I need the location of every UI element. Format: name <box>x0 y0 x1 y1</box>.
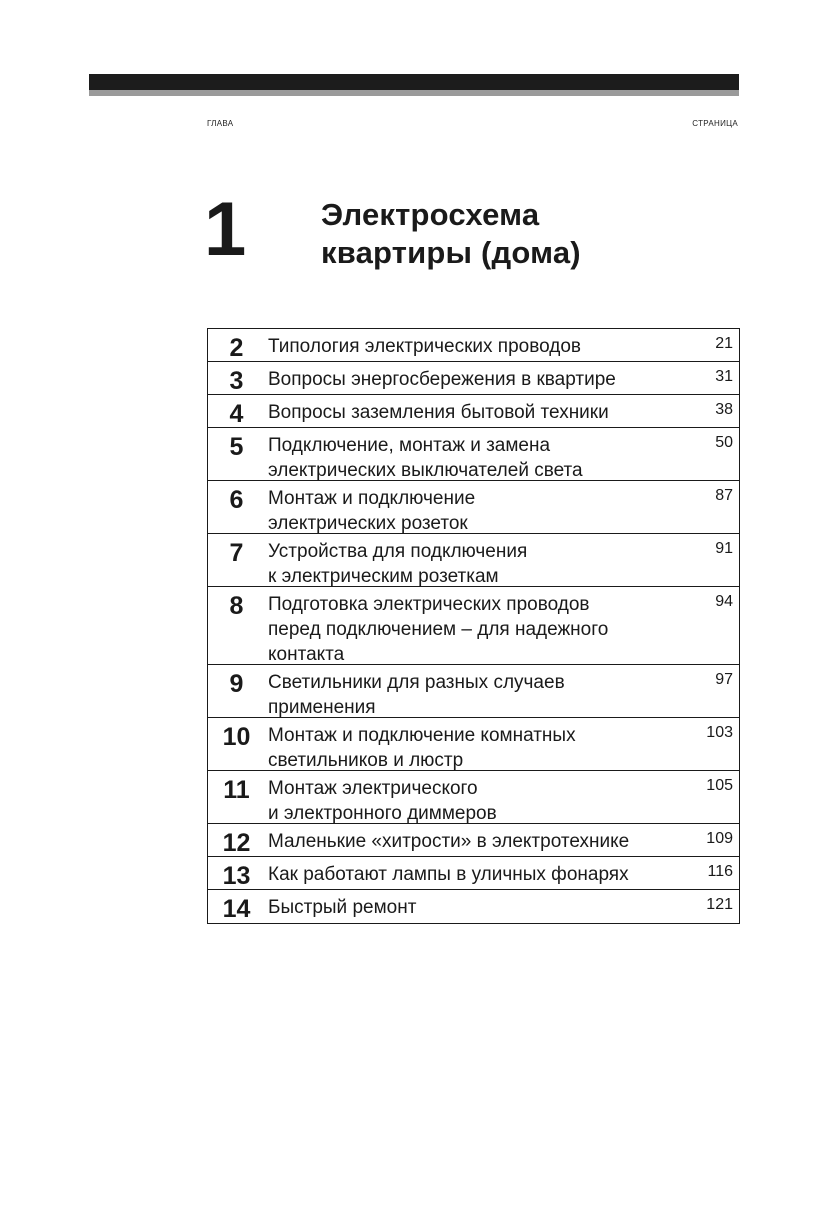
toc-page-number: 105 <box>706 777 733 794</box>
toc-page-number: 50 <box>715 434 733 451</box>
toc-title-line: и электронного диммеров <box>268 803 497 824</box>
toc-chapter-number: 14 <box>222 895 251 923</box>
toc-chapter-number: 8 <box>229 592 244 620</box>
toc-chapter-title <box>265 723 673 770</box>
toc-chapter-number: 10 <box>222 723 251 751</box>
chapter-title-line: квартиры (дома) <box>321 235 581 270</box>
toc-title-line: Вопросы энергосбережения в квартире <box>268 369 616 390</box>
toc-chapter-number: 2 <box>229 334 244 362</box>
toc-row <box>208 362 739 395</box>
toc-page-number: 97 <box>715 671 733 688</box>
toc-row <box>208 395 739 428</box>
toc-page-number: 121 <box>706 896 733 913</box>
toc-title-line: контакта <box>268 644 345 665</box>
toc-page-number: 91 <box>715 540 733 557</box>
toc-title-line: Маленькие «хитрости» в электротехнике <box>268 831 630 852</box>
toc-chapter-number: 9 <box>229 670 244 698</box>
toc-title-line: Устройства для подключения <box>268 541 528 562</box>
toc-title-line: электрических выключателей света <box>268 460 583 481</box>
toc-row <box>208 857 739 890</box>
toc-title-line: Монтаж и подключение <box>268 488 476 509</box>
toc-title-line: светильников и люстр <box>268 750 464 771</box>
header-rule-black <box>89 74 739 90</box>
toc-chapter-number: 13 <box>222 862 251 890</box>
toc-chapter-title <box>265 400 673 427</box>
toc-row <box>208 329 739 362</box>
toc-page-number: 21 <box>715 335 733 352</box>
chapter-number: 1 <box>204 187 247 272</box>
toc-chapter-number: 3 <box>229 367 244 395</box>
toc-chapter-title <box>265 539 673 586</box>
toc-chapter-title <box>265 862 673 889</box>
toc-title-line: Как работают лампы в уличных фонарях <box>268 864 629 885</box>
toc-page-number: 87 <box>715 487 733 504</box>
toc-title-line: Монтаж электрического <box>268 778 478 799</box>
toc-chapter-title <box>265 486 673 533</box>
toc-title-line: перед подключением – для надежного <box>268 619 609 640</box>
toc-chapter-title <box>265 829 673 856</box>
toc-page-number: 116 <box>707 863 733 880</box>
toc-row <box>208 771 739 824</box>
toc-row <box>208 534 739 587</box>
header-rule-gray <box>89 90 739 96</box>
toc-chapter-number: 4 <box>229 400 244 428</box>
page-column-label: СТРАНИЦА <box>692 119 738 128</box>
toc-row <box>208 665 739 718</box>
toc-chapter-title <box>265 334 673 361</box>
chapter-title <box>321 196 581 272</box>
toc-chapter-title <box>265 670 673 717</box>
toc-page-number: 94 <box>715 593 733 610</box>
toc-title-line: Типология электрических проводов <box>268 336 582 357</box>
chapter-title-line: Электросхема <box>321 197 540 232</box>
table-of-contents <box>207 328 740 924</box>
toc-chapter-title <box>265 776 673 823</box>
toc-row <box>208 718 739 771</box>
toc-chapter-title <box>265 895 673 923</box>
toc-chapter-title <box>265 592 673 664</box>
toc-title-line: Монтаж и подключение комнатных <box>268 725 576 746</box>
toc-chapter-number: 7 <box>229 539 244 567</box>
toc-chapter-number: 12 <box>222 829 251 857</box>
toc-row <box>208 890 739 923</box>
toc-title-line: Быстрый ремонт <box>268 897 417 918</box>
toc-page-number: 31 <box>715 368 733 385</box>
toc-row <box>208 481 739 534</box>
toc-title-line: Светильники для разных случаев <box>268 672 565 693</box>
toc-title-line: Подготовка электрических проводов <box>268 594 590 615</box>
toc-row <box>208 587 739 665</box>
toc-title-line: Подключение, монтаж и замена <box>268 435 551 456</box>
toc-chapter-number: 6 <box>229 486 244 514</box>
toc-chapter-title <box>265 433 673 480</box>
toc-title-line: электрических розеток <box>268 513 468 534</box>
toc-page-number: 109 <box>706 830 733 847</box>
toc-chapter-title <box>265 367 673 394</box>
toc-chapter-number: 5 <box>229 433 244 461</box>
toc-title-line: применения <box>268 697 376 718</box>
chapter-column-label: ГЛАВА <box>207 119 234 128</box>
toc-chapter-number: 11 <box>223 776 250 804</box>
toc-title-line: Вопросы заземления бытовой техники <box>268 402 609 423</box>
toc-page-number: 103 <box>706 724 733 741</box>
toc-row <box>208 428 739 481</box>
toc-page-number: 38 <box>715 401 733 418</box>
toc-row <box>208 824 739 857</box>
toc-title-line: к электрическим розеткам <box>268 566 499 587</box>
